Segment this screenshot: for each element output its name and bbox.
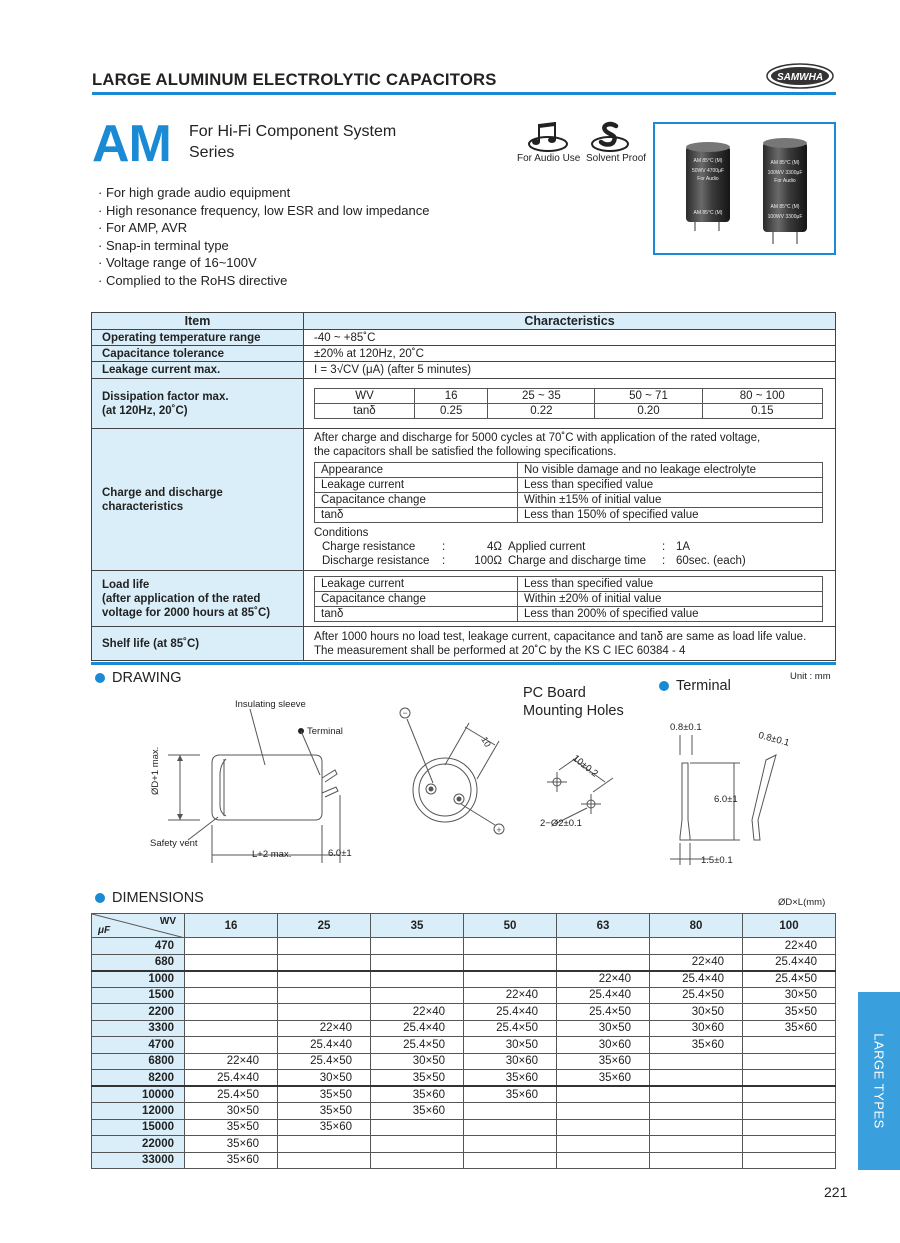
feature-item: · For high grade audio equipment [98, 185, 291, 200]
dimensions-heading [95, 890, 204, 906]
cd-spec-table [314, 462, 823, 523]
table-row [92, 1037, 836, 1054]
dimension-cell [278, 954, 371, 971]
dimension-cell [743, 1152, 836, 1169]
dimension-cell [464, 954, 557, 971]
dimension-cell: 30×50 [185, 1103, 278, 1120]
dimension-cell [557, 938, 650, 955]
dimension-cell: 35×60 [371, 1086, 464, 1103]
dimension-cell [278, 987, 371, 1004]
row-label-op-temp: Operating temperature range [92, 330, 304, 346]
dimension-cell [743, 1119, 836, 1136]
dimension-cell: 22×40 [557, 971, 650, 988]
dimension-cell [371, 971, 464, 988]
cond-value: 100Ω [474, 555, 502, 567]
dimension-cell [650, 1086, 743, 1103]
dimension-cell: 22×40 [743, 938, 836, 955]
cond-label: Applied current [508, 541, 586, 553]
cond-label: Charge and discharge time [508, 555, 647, 567]
top-view-spacing: 10 [479, 735, 493, 749]
bullet-dot [95, 893, 105, 903]
page-title: LARGE ALUMINUM ELECTROLYTIC CAPACITORS [92, 70, 497, 89]
dimension-cell: 25.4×50 [557, 1004, 650, 1021]
dimension-cell: 22×40 [185, 1053, 278, 1070]
dimension-cell: 25.4×50 [371, 1037, 464, 1054]
row-label-load-life [92, 571, 304, 627]
row-label-charge-discharge [92, 429, 304, 571]
condition-row-1 [314, 540, 823, 554]
dimension-cell [650, 1103, 743, 1120]
dimensions-title: DIMENSIONS [112, 890, 204, 906]
dimension-cell [371, 954, 464, 971]
dimension-cell [371, 1136, 464, 1153]
dimension-cell: 35×60 [371, 1103, 464, 1120]
drawing-heading [95, 670, 182, 686]
capacitance-cell: 6800 [92, 1053, 185, 1070]
corner-cell [92, 914, 185, 938]
df-tan: 0.20 [595, 404, 702, 419]
series-desc-line2: Series [189, 144, 235, 161]
voltage-header: 25 [278, 914, 371, 938]
capacitance-cell: 12000 [92, 1103, 185, 1120]
cap2-text-5: 100WV 3300μF [767, 214, 803, 220]
load-spec-label: tanδ [315, 606, 518, 621]
dimension-cell [464, 938, 557, 955]
dimension-cell [371, 1119, 464, 1136]
drawing-title: DRAWING [112, 670, 182, 686]
cap1-text-2: 50WV 4700μF [691, 168, 725, 174]
terminal-width-2: 0.8±0.1 [757, 730, 791, 749]
samwha-logo [766, 62, 834, 90]
cd-spec-value: No visible damage and no leakage electrolyte [518, 463, 823, 478]
feature-item: · Snap-in terminal type [98, 237, 229, 253]
terminal-height: 6.0±1 [714, 794, 738, 805]
op-temp-value: -40 ~ +85˚C [304, 330, 836, 346]
dimensions-header-row [92, 914, 836, 938]
voltage-header: 100 [743, 914, 836, 938]
dimension-cell [743, 1086, 836, 1103]
dimension-cell [185, 938, 278, 955]
dimension-cell: 25.4×40 [650, 971, 743, 988]
capacitance-cell: 1000 [92, 971, 185, 988]
df-cell [304, 379, 836, 429]
load-label-3: voltage for 2000 hours at 85˚C) [102, 606, 271, 619]
dimension-cell: 25.4×40 [743, 954, 836, 971]
load-label-2: (after application of the rated [102, 592, 261, 605]
cap2-text-2: 100WV 3300μF [767, 170, 803, 176]
table-row [92, 938, 836, 955]
cap1-text-1: AM 85°C (M) [693, 158, 723, 164]
cond-sep: : [662, 541, 666, 553]
dimension-cell [464, 1103, 557, 1120]
dimension-cell: 35×50 [743, 1004, 836, 1021]
table-row [92, 1119, 836, 1136]
cd-label-1: Charge and discharge [102, 486, 223, 499]
cond-sep: : [662, 555, 666, 567]
table-row [92, 1086, 836, 1103]
bullet-dot [95, 673, 105, 683]
table-row [92, 1103, 836, 1120]
dimension-cell [557, 1152, 650, 1169]
row-label-shelf-life: Shelf life (at 85˚C) [92, 627, 304, 661]
pcb-title [523, 684, 624, 720]
solvent-proof-icon [590, 120, 630, 152]
cd-spec-value: Less than specified value [518, 478, 823, 493]
dimension-cell [464, 1152, 557, 1169]
table-row [92, 1020, 836, 1037]
shelf-line-1: After 1000 hours no load test, leakage current, capacitance and tanδ are same as load life value. [314, 630, 807, 643]
leakage-value: I = 3√CV (μA) (after 5 minutes) [304, 362, 836, 379]
capacitance-cell: 470 [92, 938, 185, 955]
dimension-cell [185, 1037, 278, 1054]
dimension-cell: 35×60 [464, 1086, 557, 1103]
dimension-cell [464, 1136, 557, 1153]
col-head-item: Item [92, 313, 304, 330]
table-row [92, 987, 836, 1004]
cond-sep: : [442, 555, 446, 567]
cap2-text-1: AM 85°C (M) [770, 160, 800, 166]
dimension-cell [650, 1119, 743, 1136]
df-tan-label: tanδ [315, 404, 415, 419]
dimension-cell: 30×50 [743, 987, 836, 1004]
dimension-cell [371, 938, 464, 955]
dimension-cell: 22×40 [371, 1004, 464, 1021]
cond-label: Charge resistance [322, 541, 416, 553]
side-tab [858, 992, 900, 1170]
product-photo-frame [653, 122, 836, 255]
dimension-cell: 25.4×40 [371, 1020, 464, 1037]
feature-item: · Complied to the RoHS directive [98, 272, 288, 288]
cd-spec-label: Capacitance change [315, 493, 518, 508]
pcb-spacing: 10±0.2 [570, 753, 600, 780]
dimension-cell [185, 1020, 278, 1037]
dimension-cell [650, 938, 743, 955]
load-spec-value: Less than specified value [518, 576, 823, 591]
dimension-cell: 30×50 [557, 1020, 650, 1037]
dimension-cell [464, 971, 557, 988]
capacitance-cell: 22000 [92, 1136, 185, 1153]
page-number: 221 [824, 1184, 848, 1200]
dimension-cell [650, 1053, 743, 1070]
capacitance-cell: 33000 [92, 1152, 185, 1169]
voltage-header: 16 [185, 914, 278, 938]
cond-label: Discharge resistance [322, 555, 430, 567]
cd-intro-2: the capacitors shall be satisfied the following specifications. [314, 446, 617, 458]
dimension-cell [743, 1136, 836, 1153]
dimension-cell: 25.4×50 [743, 971, 836, 988]
pcb-title-1: PC Board [523, 685, 586, 701]
dimension-cell [185, 971, 278, 988]
dimension-cell [278, 938, 371, 955]
dimension-cell: 25.4×40 [557, 987, 650, 1004]
cd-spec-label: Appearance [315, 463, 518, 478]
logo-text: SAMWHA [776, 72, 824, 83]
feature-list [98, 184, 429, 290]
cond-value: 1A [676, 541, 691, 553]
dimension-cell: 35×60 [743, 1020, 836, 1037]
table-row [92, 1152, 836, 1169]
drawing-rule [91, 662, 836, 665]
df-wv-label: WV [315, 389, 415, 404]
dimension-cell: 35×50 [185, 1119, 278, 1136]
dimension-cell: 22×40 [464, 987, 557, 1004]
dimension-cell: 25.4×40 [278, 1037, 371, 1054]
insulating-sleeve-label: Insulating sleeve [235, 699, 306, 710]
condition-row-2 [314, 554, 823, 568]
load-spec-value: Less than 200% of specified value [518, 606, 823, 621]
dimension-cell: 25.4×50 [464, 1020, 557, 1037]
characteristics-table [91, 312, 836, 661]
cap2-text-3: For Audio [774, 178, 796, 184]
dimension-cell [557, 1086, 650, 1103]
dimension-cell [650, 1152, 743, 1169]
dimension-cell: 25.4×40 [185, 1070, 278, 1087]
row-label-df [92, 379, 304, 429]
dimension-cell [743, 1103, 836, 1120]
dimension-cell [743, 1037, 836, 1054]
dimensions-unit: ØD×L(mm) [778, 897, 826, 908]
dimension-cell: 22×40 [650, 954, 743, 971]
capacitance-cell: 2200 [92, 1004, 185, 1021]
df-table [314, 388, 823, 419]
cd-spec-label: Leakage current [315, 478, 518, 493]
safety-vent-label: Safety vent [150, 838, 198, 849]
dimension-cell [278, 1004, 371, 1021]
dimension-cell: 22×40 [278, 1020, 371, 1037]
dimension-cell: 30×50 [464, 1037, 557, 1054]
feature-item: · High resonance frequency, low ESR and low impedance [98, 202, 430, 218]
conditions-title: Conditions [314, 527, 369, 539]
voltage-header: 80 [650, 914, 743, 938]
dimension-cell: 30×50 [650, 1004, 743, 1021]
dimension-cell: 30×60 [557, 1037, 650, 1054]
table-row [92, 1070, 836, 1087]
dimension-cell: 30×50 [278, 1070, 371, 1087]
dimension-cell [557, 1103, 650, 1120]
voltage-header: 50 [464, 914, 557, 938]
uf-label: μF [98, 925, 111, 936]
dimension-cell [278, 971, 371, 988]
bullet-dot [659, 681, 669, 691]
dimension-cell [743, 1070, 836, 1087]
dimension-cell: 25.4×40 [464, 1004, 557, 1021]
dimension-cell: 35×50 [371, 1070, 464, 1087]
feature-item: · For AMP, AVR [98, 220, 188, 236]
capacitance-cell: 680 [92, 954, 185, 971]
capacitance-cell: 4700 [92, 1037, 185, 1054]
cap1-text-3: For Audio [697, 176, 719, 182]
df-tan: 0.25 [415, 404, 488, 419]
dimension-cell [650, 1070, 743, 1087]
table-row [92, 1053, 836, 1070]
cond-sep: : [442, 541, 446, 553]
dimension-cell [557, 954, 650, 971]
minus-sign: − [402, 708, 408, 718]
dimension-cell: 35×60 [464, 1070, 557, 1087]
terminal-heading [659, 678, 731, 694]
dimension-cell [557, 1119, 650, 1136]
pcb-title-2: Mounting Holes [523, 703, 624, 719]
dimension-cell: 25.4×50 [278, 1053, 371, 1070]
dimension-cell [371, 1152, 464, 1169]
dimension-cell: 25.4×50 [650, 987, 743, 1004]
length-label: L+2 max. [252, 849, 292, 860]
dimension-cell [185, 1004, 278, 1021]
df-label-1: Dissipation factor max. [102, 390, 229, 403]
feature-item: · Voltage range of 16~100V [98, 255, 257, 271]
capacitor-photo [655, 124, 834, 253]
solvent-label: Solvent Proof [586, 153, 647, 164]
capacitance-cell: 10000 [92, 1086, 185, 1103]
df-wv: 16 [415, 389, 488, 404]
dimension-cell [371, 987, 464, 1004]
dimension-cell: 35×60 [650, 1037, 743, 1054]
dimension-cell: 35×60 [185, 1136, 278, 1153]
cd-label-2: characteristics [102, 500, 184, 513]
row-label-cap-tol: Capacitance tolerance [92, 346, 304, 362]
top-view-drawing [395, 705, 515, 840]
dimension-cell [464, 1119, 557, 1136]
header-rule [92, 92, 836, 95]
df-wv: 25 ~ 35 [488, 389, 595, 404]
load-spec-label: Capacitance change [315, 591, 518, 606]
capacitance-cell: 3300 [92, 1020, 185, 1037]
dimension-cell: 30×50 [371, 1053, 464, 1070]
load-life-cell [304, 571, 836, 627]
table-row [92, 954, 836, 971]
dimension-cell [185, 987, 278, 1004]
dimensions-body [92, 914, 836, 1169]
dimension-cell [743, 1053, 836, 1070]
dimension-cell [278, 1152, 371, 1169]
lead-length-label: 6.0±1 [328, 848, 352, 859]
cond-value: 60sec. (each) [676, 555, 746, 567]
audio-label: For Audio Use [517, 153, 581, 164]
audio-icon [527, 120, 569, 152]
load-label-1: Load life [102, 578, 150, 591]
dimension-cell: 35×50 [278, 1086, 371, 1103]
dimension-cell: 35×60 [185, 1152, 278, 1169]
df-wv: 80 ~ 100 [702, 389, 822, 404]
dimension-cell: 35×50 [278, 1103, 371, 1120]
dimension-cell [650, 1136, 743, 1153]
dimension-cell: 30×60 [650, 1020, 743, 1037]
series-description [189, 121, 396, 163]
cd-spec-value: Less than 150% of specified value [518, 508, 823, 523]
col-head-characteristics: Characteristics [304, 313, 836, 330]
cap2-text-4: AM 85°C (M) [770, 204, 800, 210]
load-spec-value: Within ±20% of initial value [518, 591, 823, 606]
series-desc-line1: For Hi-Fi Component System [189, 123, 397, 140]
plus-sign: + [496, 825, 502, 835]
cd-spec-label: tanδ [315, 508, 518, 523]
df-label-2: (at 120Hz, 20˚C) [102, 404, 188, 417]
load-spec-table [314, 576, 823, 622]
cd-spec-value: Within ±15% of initial value [518, 493, 823, 508]
voltage-header: 35 [371, 914, 464, 938]
terminal-width-1: 0.8±0.1 [670, 722, 702, 733]
load-spec-label: Leakage current [315, 576, 518, 591]
dimension-cell: 35×60 [557, 1053, 650, 1070]
voltage-header: 63 [557, 914, 650, 938]
cap-tol-value: ±20% at 120Hz, 20˚C [304, 346, 836, 362]
dimension-cell: 35×60 [278, 1119, 371, 1136]
capacitance-cell: 15000 [92, 1119, 185, 1136]
table-row [92, 1004, 836, 1021]
drawing-unit: Unit : mm [790, 671, 831, 682]
side-tab-label: LARGE TYPES [871, 1033, 887, 1129]
capacitance-cell: 1500 [92, 987, 185, 1004]
table-row [92, 1136, 836, 1153]
dimension-cell [185, 954, 278, 971]
terminal-callout-label: Terminal [307, 726, 343, 737]
table-row [92, 971, 836, 988]
dimension-cell: 30×60 [464, 1053, 557, 1070]
df-tan: 0.22 [488, 404, 595, 419]
dimension-cell [278, 1136, 371, 1153]
terminal-title: Terminal [676, 678, 731, 694]
charge-discharge-cell [304, 429, 836, 571]
dimension-cell [557, 1136, 650, 1153]
row-label-leakage: Leakage current max. [92, 362, 304, 379]
dimensions-table [91, 913, 836, 1169]
pcb-holes: 2−Ø2±0.1 [540, 818, 582, 829]
dimension-cell: 25.4×50 [185, 1086, 278, 1103]
cap1-text-4: AM 85°C (M) [693, 210, 723, 216]
shelf-life-cell [304, 627, 836, 661]
capacitance-cell: 8200 [92, 1070, 185, 1087]
df-wv: 50 ~ 71 [595, 389, 702, 404]
terminal-base: 1.5±0.1 [701, 855, 733, 866]
df-tan: 0.15 [702, 404, 822, 419]
wv-label: WV [159, 916, 176, 927]
diameter-label: ØD+1 max. [150, 746, 161, 795]
series-code: AM [92, 115, 171, 173]
dimension-cell: 35×60 [557, 1070, 650, 1087]
cond-value: 4Ω [487, 541, 502, 553]
shelf-line-2: The measurement shall be performed at 20˚C by the KS C IEC 60384 - 4 [314, 644, 686, 657]
cd-intro-1: After charge and discharge for 5000 cycles at 70˚C with application of the rated voltage, [314, 432, 761, 444]
